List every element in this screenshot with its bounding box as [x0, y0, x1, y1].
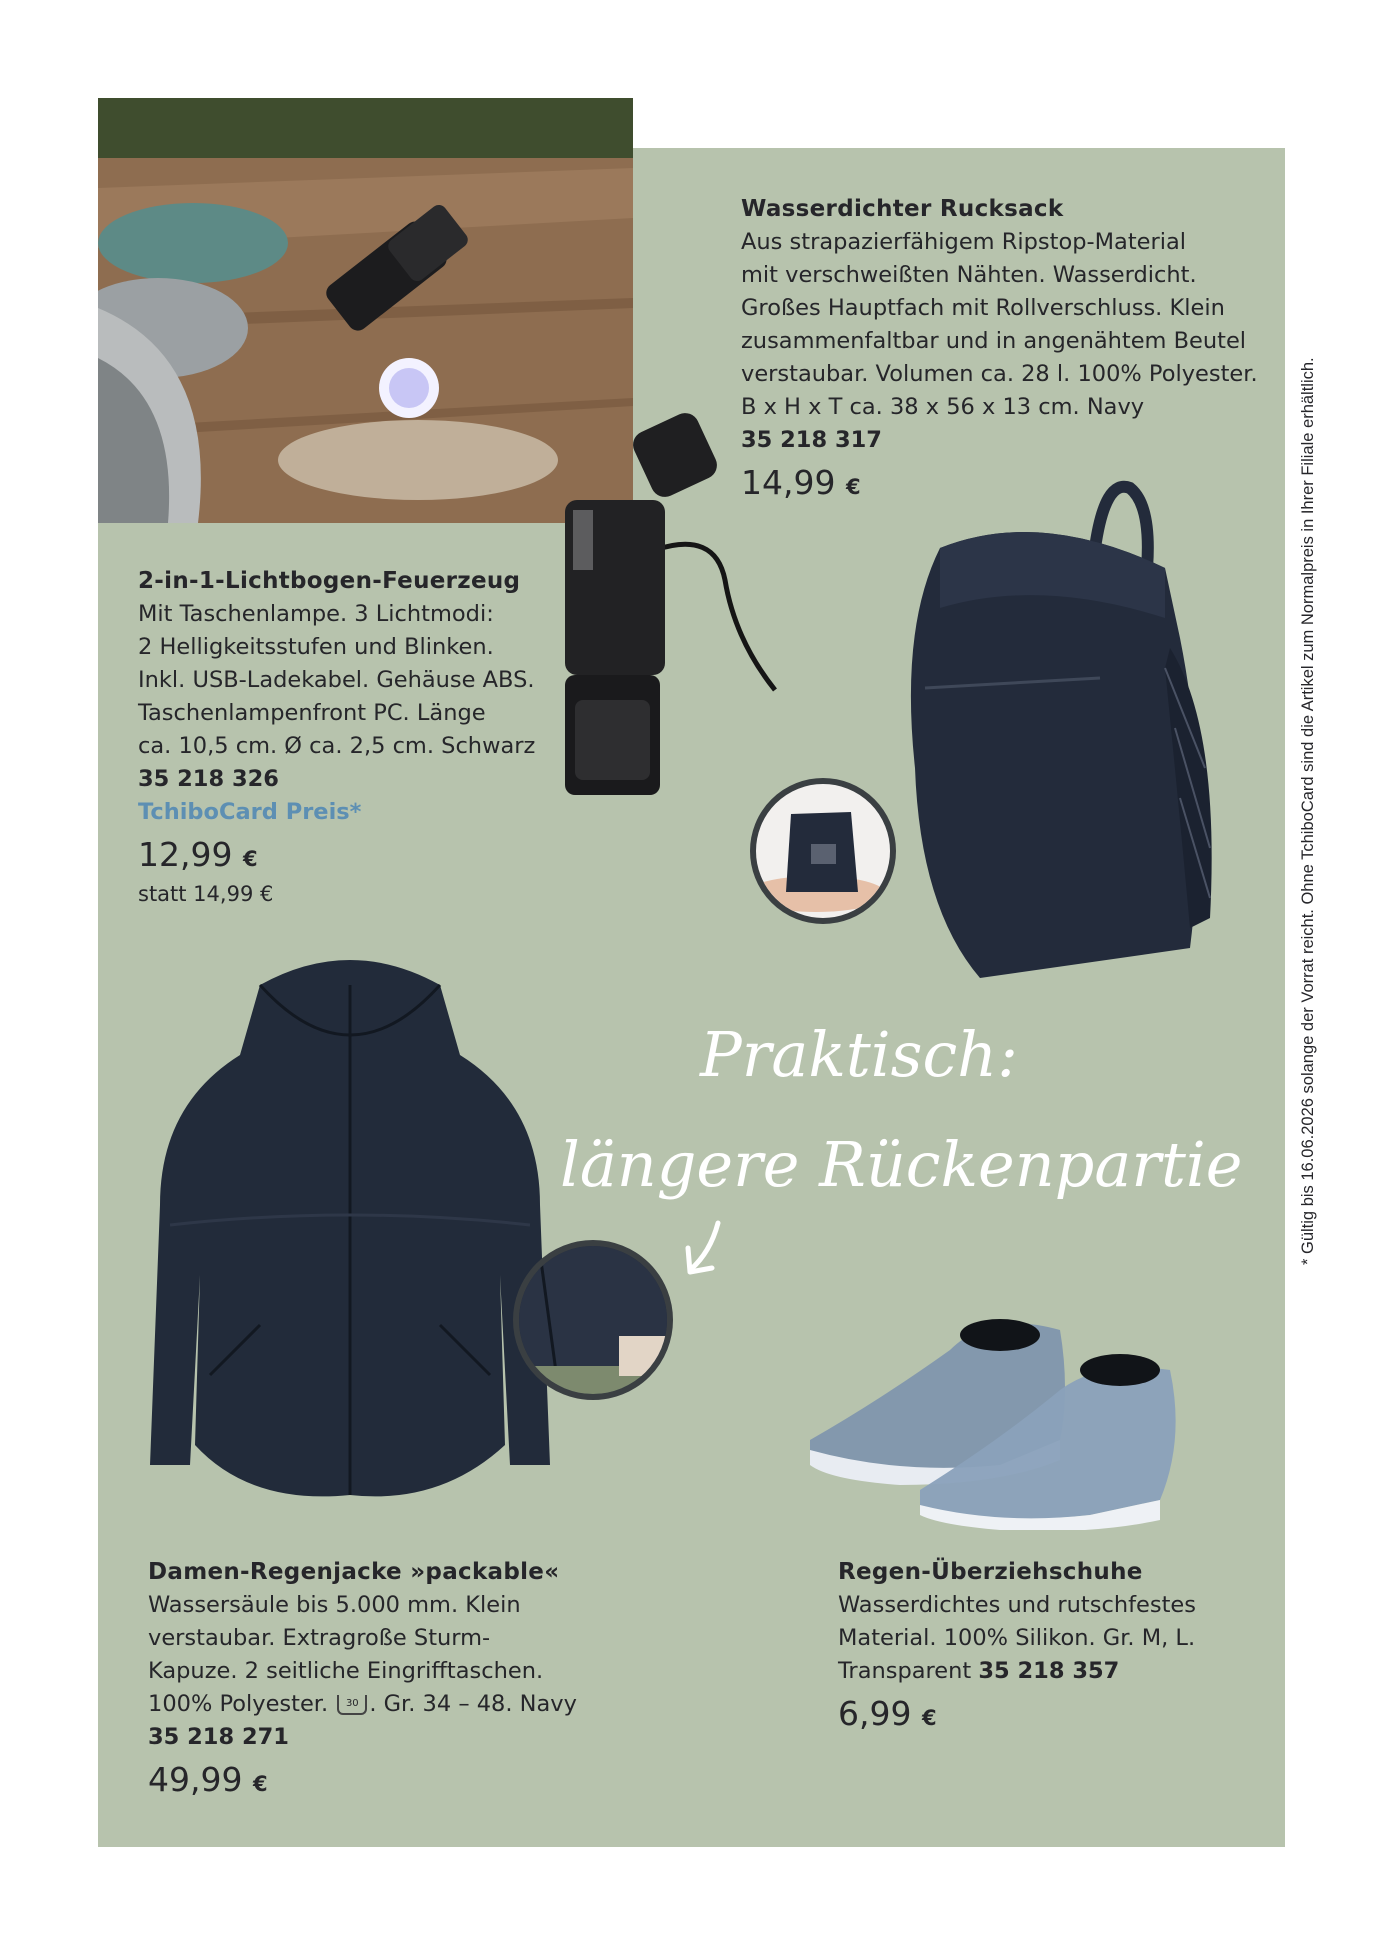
- product-description-line: B x H x T ca. 38 x 56 x 13 cm. Navy: [741, 394, 1145, 420]
- product-description-line: Mit Taschenlampe. 3 Lichtmodi:: [138, 601, 494, 627]
- product-description-line: 2 Helligkeitsstufen und Blinken.: [138, 634, 494, 660]
- headline-line1: Praktisch:: [700, 1018, 1018, 1091]
- product-description-line: Großes Hauptfach mit Rollverschluss. Klein: [741, 295, 1225, 321]
- product-title: Damen-Regenjacke »packable«: [148, 1559, 560, 1585]
- product-rucksack: [741, 193, 1258, 509]
- price: [148, 1758, 577, 1806]
- product-feuerzeug: [138, 565, 535, 907]
- currency: €: [242, 847, 258, 871]
- product-schuhe: [838, 1556, 1196, 1740]
- product-description-line: verstaubar. Extragroße Sturm-: [148, 1625, 491, 1651]
- product-description-line: [838, 1655, 1196, 1688]
- shoe-covers-image: [800, 1290, 1210, 1530]
- product-description-line: Inkl. USB-Ladekabel. Gehäuse ABS.: [138, 667, 535, 693]
- rain-jacket-image: [140, 945, 560, 1530]
- product-description-line: Taschenlampenfront PC. Länge: [138, 700, 486, 726]
- product-description-line: Aus strapazierfähigem Ripstop-Material: [741, 229, 1187, 255]
- product-description-line: [148, 1688, 577, 1721]
- product-description-line: Material. 100% Silikon. Gr. M, L.: [838, 1625, 1196, 1651]
- backpack-image: [880, 468, 1235, 988]
- article-number: 35 218 317: [741, 427, 882, 453]
- price: [838, 1692, 1196, 1740]
- old-price: statt 14,99 €: [138, 882, 274, 906]
- product-jacke: [148, 1556, 577, 1806]
- jacket-back-inset: [513, 1240, 673, 1400]
- article-number: 35 218 271: [148, 1724, 289, 1750]
- product-description-line: mit verschweißten Nähten. Wasserdicht.: [741, 262, 1197, 288]
- article-number: 35 218 326: [138, 766, 279, 792]
- material-text: 100% Polyester.: [148, 1691, 329, 1717]
- packed-backpack-inset: [750, 778, 896, 924]
- product-description-line: Wasserdichtes und rutschfestes: [838, 1592, 1196, 1618]
- arrow-icon: [680, 1218, 730, 1278]
- product-title: Wasserdichter Rucksack: [741, 196, 1064, 222]
- product-description-line: Wassersäule bis 5.000 mm. Klein: [148, 1592, 521, 1618]
- product-description-line: Kapuze. 2 seitliche Eingrifftaschen.: [148, 1658, 544, 1684]
- price: [138, 833, 535, 881]
- currency: €: [921, 1706, 937, 1730]
- product-description-line: zusammenfaltbar und in angenähtem Beutel: [741, 328, 1247, 354]
- tchibocard-label: TchiboCard Preis*: [138, 799, 362, 825]
- size-color-text: . Gr. 34 – 48. Navy: [369, 1691, 577, 1717]
- currency: €: [252, 1772, 268, 1796]
- price-value: 12,99: [138, 835, 233, 874]
- article-number: 35 218 357: [978, 1658, 1120, 1684]
- color-text: Transparent: [838, 1658, 979, 1684]
- validity-side-note: * Gültig bis 16.06.2026 solange der Vorrat reicht. Ohne TchiboCard sind die Artikel zum Normalpreis in Ihrer Filiale erhältlich.: [1299, 357, 1317, 1265]
- product-title: Regen-Überziehschuhe: [838, 1559, 1143, 1585]
- price: [741, 461, 1258, 509]
- headline-line2: längere Rückenpartie: [560, 1128, 1243, 1201]
- price-value: 49,99: [148, 1760, 243, 1799]
- product-description-line: ca. 10,5 cm. Ø ca. 2,5 cm. Schwarz: [138, 733, 536, 759]
- wash-30-icon: 30: [337, 1695, 367, 1715]
- price-value: 14,99: [741, 463, 836, 502]
- product-title: 2-in-1-Lichtbogen-Feuerzeug: [138, 568, 521, 594]
- product-description-line: verstaubar. Volumen ca. 28 l. 100% Polyester.: [741, 361, 1258, 387]
- currency: €: [845, 475, 861, 499]
- price-value: 6,99: [838, 1694, 912, 1733]
